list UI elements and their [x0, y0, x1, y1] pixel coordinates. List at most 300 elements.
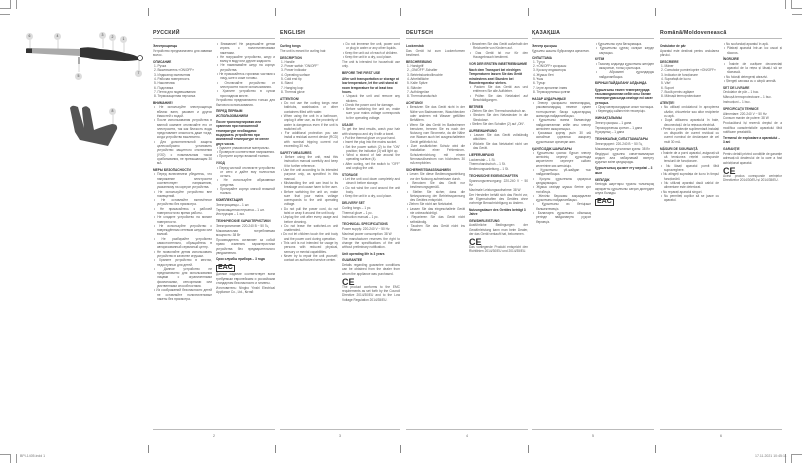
heading-rule	[153, 38, 275, 39]
list-item: • După utilizarea aparatului în baie, deconectați-l de la rețeaua electrică.	[661, 118, 719, 127]
footer-rule	[280, 429, 400, 430]
language-heading: ҚАЗАҚША	[532, 30, 561, 36]
section-heading: GEWÄHRLEISTUNG	[469, 218, 500, 223]
list-item: • Let the unit cool down completely and clean it before storage.	[343, 177, 400, 186]
section-heading: Электр қысқыш	[532, 44, 557, 48]
section-heading: ТЕХНИКАЛЫҚ СИПАТТАМАЛАРЫ	[595, 137, 649, 142]
list-item: • Не позволяйте детям использовать устройство в качестве игрушки.	[154, 249, 212, 258]
list-item: • Не прикасайтесь горячими частями к лицу, шее и коже головы.	[217, 72, 275, 81]
paragraph: Instrucțiuni – 1 buc.	[723, 100, 751, 105]
fold-mark	[148, 8, 149, 16]
list-item: • Ziehen Sie den Thermohandschuh an.	[470, 109, 527, 114]
paragraph: Details regarding guarantee conditions can be obtained from the dealer from whom the appliance was purchased.	[342, 263, 400, 276]
section-heading: УХОД	[216, 161, 225, 166]
section-heading: БІРІНШІ ПАЙДАЛАНУ АЛДЫНДА	[595, 81, 647, 86]
fold-mark	[655, 445, 656, 453]
list-item: 7. Buclă pentru agățare	[661, 89, 695, 94]
paragraph: Producătorul își rezervă dreptul de a modifica caracteristicile aparatului fără notificare prealabilă.	[723, 121, 782, 134]
list-item: 4. Рабочая поверхность	[154, 77, 190, 82]
list-item: • Внимание! Не разрешайте детям играть с полиэтиленовыми пакетами.	[217, 42, 275, 55]
paragraph: Mănușă termoprotectoare – 1 buc.	[723, 95, 772, 100]
paragraph: Thermal glove – 1 pc.	[342, 210, 373, 215]
list-item: 7. Aufhängeöse	[407, 89, 430, 94]
list-item: • Құрылғыны құрғақ салқын жерде сақтаңыз.	[596, 46, 654, 55]
list-item: • Wind a strand of hair around the operating surface (4).	[343, 153, 400, 162]
paragraph: Power supply: 220-240 V ~ 50 Hz	[342, 227, 390, 232]
paragraph: Thermohandschuh – 1 St.	[469, 162, 506, 167]
list-item: • Не разбирайте устройство самостоятельно, обращайтесь в авторизованный сервисный центр.	[154, 236, 212, 250]
list-item: • Stecken Sie den Netzstecker in die Steckdose.	[470, 113, 528, 122]
fold-mark	[275, 8, 276, 16]
list-item: • Удалите упаковочные материалы.	[217, 145, 270, 150]
list-item: • Nu lăsați aparatul pornit fără supraveghere.	[661, 163, 719, 173]
text-column	[406, 42, 465, 232]
manual-page-4	[406, 26, 528, 444]
paragraph: Нұсқаулық – 1 дана	[595, 130, 625, 135]
list-item: 8. Thermal glove	[281, 89, 305, 94]
eac-mark-logo: EAC	[597, 198, 612, 206]
list-item: • Не прикасайтесь к рабочей поверхности во время работы.	[154, 206, 212, 215]
section-heading: LIEFERUMFANG	[469, 152, 495, 157]
paragraph: The unit is meant for curling hair.	[280, 48, 327, 53]
list-item: • Не используйте абразивные средства.	[217, 178, 275, 187]
paragraph: Bedienungsanleitung – 1 St.	[469, 167, 509, 172]
list-item: • Перед чисткой отключите устройство от сети и дайте ему полностью остыть.	[217, 165, 275, 179]
section-heading: BETRIEB	[469, 104, 483, 109]
section-heading: ACHTUNG!	[406, 101, 423, 106]
section-heading: Unit operating life is 3 years	[342, 251, 385, 256]
section-heading: ЖИНАҚТАЛЫМЫ	[595, 115, 622, 120]
list-item: • This unit is not intended for usage by persons with reduced physical, sensory or mental capabilities.	[281, 241, 338, 254]
crop-mark	[792, 8, 802, 9]
list-item: • Keep the unit in a dry, cool place.	[343, 54, 392, 59]
text-column	[532, 42, 591, 224]
list-item: • Bewahren Sie das Gerät außerhalb der Reichweite von Kindern auf.	[470, 42, 528, 51]
ce-mark-logo: CE	[469, 237, 482, 248]
list-item: • Орау материалдарын алып тастаңыз.	[596, 104, 655, 109]
paragraph: Spannungsversorgung: 220-240 V ~ 50 Hz	[469, 178, 528, 188]
section-heading: Құрылғыны төмен температурада тасымалдағаннан кейін оны бөлме температурасында кемінде екі сағат ұстаңыз.	[595, 87, 653, 105]
list-item: • Insert the plug into the mains socket.	[343, 140, 397, 145]
list-item: 3. Индикатор включения	[154, 72, 191, 77]
paragraph: Ondulator de păr – 1 buc.	[723, 90, 760, 95]
manual-page-3	[280, 26, 400, 444]
section-heading: ҚАУІПСІЗДІК ШАРАЛАРЫ	[532, 146, 572, 151]
page-number: 3	[339, 434, 341, 438]
list-item: • Before switching the unit on, make sure your mains voltage corresponds to the operating voltage.	[343, 107, 400, 120]
list-item: 2. „ON/OFF“-Schalter	[407, 68, 438, 73]
crop-mark	[791, 454, 792, 463]
manual-page-6	[660, 26, 782, 444]
section-heading: GUARANTEE	[342, 258, 363, 263]
footer-rule	[532, 429, 654, 430]
list-item: • After curling, set the switch to "OFF" and unplug the unit.	[343, 161, 400, 171]
ce-mark-logo: CE	[723, 165, 736, 176]
list-item: 4. Arbeitsfläche	[407, 77, 429, 82]
footer-rule	[406, 429, 528, 430]
section-heading: ТЕХНИЧЕСКИЕ ХАРАКТЕРИСТИКИ	[216, 219, 271, 224]
heading-rule	[280, 38, 400, 39]
paragraph: Электрқорегі: 220-240 В ~ 50 Гц	[595, 141, 643, 146]
list-item: 6. Тұғыр	[533, 81, 546, 86]
footer-filename: BPI-1405.indd 1	[20, 454, 46, 458]
section-heading: SICHERHEITSMASSNAHMEN	[406, 168, 451, 173]
list-item: • Из соображений безопасности детей не оставляйте полиэтиленовые пакеты без присмотра.	[154, 288, 212, 301]
heading-rule	[532, 38, 654, 39]
paragraph: To get the best results, wash your hair with shampoo and dry it with a towel.	[342, 127, 400, 136]
fold-mark	[528, 445, 529, 453]
paragraph: Данное изделие соответствует всем требуемым европейским и российским стандартам безопасности и гигиены.	[216, 272, 275, 285]
list-item: • For additional protection you can install a residual current device (RCD) with nominal tripping current not exceeding 30 mA.	[281, 131, 338, 149]
list-item: 7. Hanging loop	[281, 85, 304, 90]
list-item: 1. Handle	[281, 59, 295, 64]
list-item: • Ștergeți carcasa cu o cârpă umedă.	[724, 78, 777, 83]
footer-date: 17.11.2021 10:45:11	[755, 454, 787, 458]
paragraph: Өндіруші құрылғы сипаттамаларын алдын ала хабарламай өзгерту құқығын өзіне қалдырады.	[595, 151, 654, 165]
section-heading: НАЗАР АУДАРЫҢЫЗ!	[532, 96, 567, 101]
paragraph: Der Hersteller behält sich das Recht vor, die Eigenschaften des Gerätes ohne vorherige Benachrichtigung zu ändern.	[469, 192, 528, 206]
list-item: • Lassen Sie das eingeschaltete Gerät nie unbeaufsichtigt.	[407, 206, 465, 215]
list-item: • Păstrați aparatul într-un loc uscat și răcoros.	[724, 46, 782, 55]
list-item: • Before using the unit, read this instruction manual carefully and keep it for further reference.	[281, 155, 338, 168]
list-item: • Nu folosiți detergenți abrazivi.	[724, 74, 768, 79]
section-heading: КҮТІМ	[595, 57, 605, 62]
list-item: • Қосымша қорғау үшін 30 мА аспайтын қорғаныс ажырату құрылғысын орнатқан жөн.	[533, 131, 591, 144]
list-item: • Отключайте устройство от электросети после использования.	[217, 80, 275, 89]
list-item: 4. Suprafață de lucru	[661, 77, 691, 82]
list-item: • When using the unit in a bathroom, unplug it after use, as the proximity of water is dangerous even if the unit is switched off.	[281, 113, 338, 131]
list-item: • Құрылғыны қоспас бұрын электр желісінің кернеуі құрылғыда көрсетілген кернеуге сәйкес келетініне көз жеткізіңіз.	[533, 150, 591, 168]
list-item: • Do not use the curling tongs near bathtubs, washbasins or other containers filled with water.	[281, 101, 338, 114]
paragraph: Consum maxim de putere: 38 W	[723, 116, 769, 121]
fold-mark	[148, 445, 149, 453]
list-item: • После использования устройства в ванной комнате отключайте его от электросети, так как близость воды представляет опасность даже тогда, когда устройство выключено.	[154, 118, 212, 140]
section-heading: ПЕРЕД ПЕРВЫМ ИСПОЛЬЗОВАНИЕМ	[216, 109, 248, 118]
list-item: • Nu atingeți suprafața de lucru în timpul funcționării.	[661, 172, 719, 181]
list-item: • Keep the unit in a dry, cool place.	[343, 194, 392, 199]
list-item: • Stellen Sie den Schalter (2) auf „ON“.	[470, 122, 525, 127]
paragraph: Instruction manual – 1 pc.	[342, 215, 379, 220]
paragraph: Максималды тұтынатын қуаты: 38 Вт	[595, 146, 650, 151]
paragraph: Acest produs corespunde cerințelor Directivelor 2014/30/EU și 2014/35/EU.	[723, 173, 782, 183]
crop-mark	[10, 0, 11, 9]
list-item: 7. Петля для подвешивания	[154, 89, 196, 94]
list-item: 3. Power indicator	[281, 68, 307, 73]
paragraph: Кепілдік шарттары туралы толығырақ ақпаратты құрылғыны сатқан дилерден алуға болады.	[595, 182, 654, 195]
crop-mark	[16, 0, 17, 9]
section-heading: КОМПЛЕКТАЦИЯ	[216, 198, 243, 203]
paragraph: Maximale Leistungsaufnahme: 38 W	[469, 187, 521, 192]
paragraph: The product conforms to the EMC requirements as set forth by the Council Directive 2014/30/EU and to the Low Voltage Regulation 2014/35/EU.	[342, 284, 400, 302]
list-item: • Ziehen Sie nicht am Netzkabel.	[407, 202, 454, 207]
section-heading: Срок службы прибора – 3 года	[216, 257, 265, 262]
crop-mark	[0, 8, 10, 9]
section-heading: ОПИСАНИЕ	[153, 59, 172, 64]
text-column	[723, 42, 782, 182]
list-item: • Не наматывайте шнур на корпус устройства.	[217, 63, 275, 72]
callout-7: 7	[135, 70, 142, 77]
language-heading: РУССКИЙ	[153, 30, 180, 36]
list-item: • Храните устройство в местах, недоступных для детей.	[154, 258, 212, 267]
list-item: • Құрылғыны өз бетіңізше бөлшектемеңіз.	[533, 202, 591, 211]
list-item: • Keep the unit out of reach of children.	[343, 50, 398, 55]
section-heading: STORAGE	[342, 172, 358, 177]
page-number: 5	[592, 434, 594, 438]
text-column	[342, 42, 400, 302]
list-item: • Wickeln Sie das Netzkabel nicht um das Gerät.	[470, 141, 528, 151]
list-item: • Do not immerse the unit, power cord or plug in water or any other liquids.	[343, 42, 400, 51]
list-item: • Протирайте корпус мягкой влажной тканью.	[217, 187, 275, 196]
list-item: • Wenn Sie das Gerät im Badezimmer benutzen, trennen Sie es nach der Nutzung vom Stromnetz, da die Nähe von Wasser auch bei ausgeschaltetem Gerät gefährlich ist.	[407, 122, 465, 144]
section-heading: Құрылғының қызмет ету мерзімі – 3 жыл	[595, 166, 653, 175]
fold-mark	[400, 8, 401, 16]
language-heading: Română/Moldovenească	[660, 30, 727, 36]
section-heading: SAFETY MEASURES	[280, 150, 312, 155]
list-item: • Nu scufundați aparatul în apă.	[724, 42, 769, 46]
crop-mark	[10, 454, 11, 463]
section-heading: Nutzungsdauer des Gerätes beträgt 3 Jahre	[469, 207, 526, 216]
list-item: • Nu reparați aparatul singuri.	[661, 189, 703, 194]
crop-mark	[791, 0, 792, 9]
list-item: 4. Operating surface	[281, 72, 310, 77]
fold-mark	[400, 445, 401, 453]
section-heading: DELIVERY SET	[342, 201, 365, 206]
section-heading: ATTENTION!	[280, 96, 300, 101]
list-item: 1. Handgriff	[407, 64, 424, 69]
list-item: • Check the power cord for damage.	[343, 102, 394, 107]
list-item: 6. Ständer	[407, 85, 422, 90]
paragraph: Инструкция – 1 экз.	[216, 212, 245, 217]
list-item: • Балаларға құрылғыны ойыншық ретінде пайдалануға рұқсат бермеңіз.	[533, 210, 591, 224]
section-heading: ВНИМАНИЕ!	[153, 101, 173, 106]
list-item: • Желілік баусымы зақымдалған құрылғыны пайдаланбаңыз.	[533, 193, 591, 203]
text-column	[153, 42, 212, 301]
section-heading: GARANȚIE	[723, 147, 740, 152]
heading-rule	[660, 38, 782, 39]
list-item: 8. Mănușă termoprotectoare	[661, 94, 702, 99]
paragraph: Das Gerät ist zum Lockenformen bestimmt.	[406, 48, 465, 58]
callout-8: 8	[109, 108, 116, 115]
section-heading: После транспортировки или хранения при пониженной температуре необходимо выдержать устройство при комнатной температуре не менее двух часов.	[216, 120, 270, 146]
list-item: 6. Подставка	[154, 85, 174, 90]
list-item: • Lesen Sie diese Bedienungsanleitung vor der Nutzung aufmerksam durch.	[407, 172, 465, 181]
section-heading: Nach dem Transport bei niedrigen Temperaturen lassen Sie das Gerät mindestens zwei Stunden bei Raumtemperatur stehen.	[469, 67, 523, 85]
list-item: 5. Kalte Spitze	[407, 81, 428, 86]
list-item: • Înainte de curățare deconectați aparatul de la rețea și lăsați-l să se răcească.	[724, 61, 782, 75]
list-item: • Zum zusätzlichen Schutz wird die Installation einer Fehlerstrom-Schutzeinrichtung mit einem Nennauslösestrom von höchstens 30 mA empfohlen.	[407, 144, 465, 166]
footer-rule	[153, 429, 275, 430]
crop-mark	[785, 0, 786, 9]
list-item: • Before switching the unit on, make sure that your mains voltage corresponds to the unit operating voltage.	[281, 189, 338, 207]
crop-mark	[0, 14, 10, 15]
list-item: • Электр қысқышты ванналардың, раковиналардың немесе сумен толтырылған басқа ыдыстардың жанында пайдаланбаңыз.	[533, 101, 591, 118]
list-item: 3. Betriebskontrollleuchte	[407, 72, 443, 77]
list-item: • Протрите корпус влажной тканью.	[217, 154, 270, 159]
page-number: 4	[466, 434, 468, 438]
manual-page-2	[153, 26, 275, 444]
list-item: • Не используйте устройство вне помещений.	[154, 189, 212, 198]
list-item: • Не используйте устройство с повреждённым сетевым шнуром или вилкой.	[154, 223, 212, 237]
paragraph: Устройство предназначено только для бытового использования.	[216, 98, 275, 107]
fold-mark	[655, 8, 656, 16]
paragraph: Устройство предназначено для завивки волос.	[153, 48, 212, 58]
ce-mark-logo: CE	[342, 277, 355, 288]
paragraph: Құрылғы шашты бұйралауға арналған.	[532, 48, 590, 53]
language-heading: DEUTSCH	[406, 30, 434, 36]
section-heading: КЕПІЛДІК	[595, 177, 610, 182]
list-item: • Не кладите устройство на мягкие поверхности.	[154, 215, 212, 224]
list-item: • Құрылғыны ванна бөлмесінде пайдаланғаннан кейін оны электр желісінен ажыратыңыз.	[533, 118, 591, 131]
list-item: • Never try to repair the unit yourself; contact an authorized service center.	[281, 253, 338, 263]
list-item: • Pentru o protecție suplimentară instalați un dispozitiv de curent rezidual cu curent nominal de declanșare de cel mult 30 mA.	[661, 126, 719, 144]
manual-page-5	[532, 26, 654, 444]
list-item: 1. Тұтқа	[533, 59, 545, 64]
language-heading: ENGLISH	[280, 30, 306, 36]
list-item: • Храните устройство в сухом прохладном месте.	[217, 89, 275, 98]
list-item: • Do not wind the cord around the unit body.	[343, 185, 400, 194]
callout-4: 4	[54, 33, 61, 40]
list-item: 8. Thermohandschuh	[407, 94, 438, 99]
list-item: • Unpack the unit and remove any stickers.	[343, 94, 400, 103]
paragraph: Maximal power consumption: 38 W	[342, 231, 392, 236]
list-item: • Кернеудің сәйкестігін тексеріңіз.	[596, 109, 646, 114]
list-item: 4. Жұмыс беті	[533, 72, 554, 77]
list-item: • Қосулы құрылғыны қараусыз қалдырмаңыз.	[533, 176, 591, 185]
fold-mark	[275, 445, 276, 453]
paragraph: Максимальная потребляемая мощность: 38 Вт	[216, 228, 275, 238]
list-item: • Не используйте электрощипцы вблизи ванн, раковин и других ёмкостей с водой.	[154, 105, 212, 118]
list-item: 2. Выключатель «ON/OFF»	[154, 68, 195, 73]
paragraph: Pentru detalii privind condițiile de garanție adresați-vă dealerului de la care a fost achiziționat aparatul.	[723, 152, 783, 165]
section-heading: СИПАТТАМА	[532, 55, 552, 60]
crop-mark	[0, 454, 10, 455]
paragraph: Термозащитная перчатка – 1 шт.	[216, 207, 265, 212]
list-item: 1. Ручка	[154, 64, 167, 69]
list-item: • Stellen Sie sicher, dass die Netzspannung der Betriebsspannung des Gerätes entspricht.	[407, 189, 465, 203]
section-heading: MĂSURI DE SIGURANȚĂ	[660, 146, 698, 151]
list-item: • Перед включением убедитесь, что напряжение электросети соответствует напряжению, указанному на корпусе устройства.	[154, 172, 212, 190]
list-item: 7. Ілуге арналған ілмек	[533, 85, 568, 90]
list-item: • Не оставляйте включённое устройство без присмотра.	[154, 198, 212, 207]
list-item: • Жұмыс кезінде жұмыс бетіне қол тигізбеңіз.	[533, 185, 591, 194]
section-heading: ATENȚIE!	[660, 101, 675, 106]
list-item: 2. «ON/OFF» қосқышы	[533, 64, 567, 69]
list-item: 1. Mâner	[661, 64, 674, 69]
section-heading: ÎNGRIJIRE	[723, 57, 739, 62]
curling-tongs-illustration	[0, 20, 150, 180]
section-heading: TECHNISCHE EIGENSCHAFTEN	[469, 174, 518, 179]
section-heading: USAGE	[342, 122, 354, 127]
list-item: • Benutzen Sie das Gerät nicht in der Nähe von Badewannen, Waschbecken oder anderen mit Wasser gefüllten Behältern.	[407, 105, 465, 123]
section-heading: DESCRIERE	[660, 59, 679, 64]
section-heading: VOR DER ERSTEN INBETRIEBNAHME	[469, 61, 528, 66]
list-item: • Данное устройство не предназначено для использования лицами с ограниченными физическими, сенсорными или умственными способностями.	[154, 266, 212, 289]
list-item: 8. Термозащитная перчатка	[154, 94, 196, 99]
page-number: 6	[720, 434, 722, 438]
section-heading: Ondulator de păr	[660, 44, 686, 48]
paragraph: Термоқорғағыш қолғап – 1 дана	[595, 125, 643, 130]
list-item: 5. Наконечник	[154, 81, 175, 86]
section-heading: TECHNICAL SPECIFICATIONS	[342, 222, 388, 227]
paragraph: Lockenstab – 1 St.	[469, 157, 496, 162]
text-column	[595, 42, 654, 206]
paragraph: Ausführliche Bedingungen der Gewährleistung kann man beim Dealer, der das Gerät verkauft hat, bekommen.	[469, 223, 528, 237]
list-item: • Reparieren Sie das Gerät nicht selbständig.	[407, 215, 465, 224]
section-heading: DESCRIPTION	[280, 55, 302, 60]
list-item: • Тазалау алдында құрылғыны желіден ажыратып, толық суытыңыз.	[596, 61, 654, 70]
section-heading: SET DE LIVRARE	[723, 85, 750, 90]
list-item: • Das Gerät ist nur für den Hausgebrauch bestimmt.	[470, 50, 528, 59]
list-item: 6. Stand	[281, 81, 293, 86]
list-item: 3. Қосылу индикаторы	[533, 68, 567, 73]
section-heading: After unit transportation or storage at low temperature, let the unit stand at room temperature for at least two hours.	[342, 77, 399, 94]
section-heading: Lockenstab	[406, 44, 424, 48]
list-item: 3. Indicator de funcționare	[661, 72, 698, 77]
list-item: • Unplug the unit after every usage and before cleaning.	[281, 215, 338, 224]
list-item: • Для дополнительной защиты целесообразно установить устройство защитного отключения (УЗО) с номинальным током срабатывания, не превышающим 30 мА.	[154, 139, 212, 166]
eac-mark-logo: EAC	[218, 264, 233, 272]
text-column	[280, 42, 338, 263]
crop-mark	[16, 454, 17, 463]
list-item: • Do not let children touch the unit body and the power cord during operation.	[281, 232, 338, 241]
paragraph: Das vorliegende Produkt entspricht den Richtlinien 2014/30/EU und 2014/35/EU.	[469, 245, 528, 254]
list-item: • Nu utilizați aparatul dacă cablul de alimentare este deteriorat.	[661, 180, 719, 190]
list-item: • Абразивті құралдарды пайдаланбаңыз.	[596, 70, 654, 79]
crop-mark	[792, 454, 802, 455]
section-heading: МЕРЫ БЕЗОПАСНОСТИ	[153, 168, 191, 173]
section-heading: SPECIFICAȚII TEHNICE	[723, 106, 759, 111]
list-item: • Nu utilizați ondulatorul în apropierea căzilor, chiuvetelor sau altor recipiente cu apă.	[661, 105, 719, 118]
list-item: 5. Ұшы	[533, 77, 544, 82]
list-item: • Packen Sie das Gerät aus und entfernen Sie alle Aufkleber.	[470, 85, 528, 94]
list-item: • Use the unit according to its intended purpose only, as specified in this manual.	[281, 168, 338, 181]
list-item: 2. Power switch "ON/OFF"	[281, 64, 319, 69]
paragraph: Производитель оставляет за собой право изменять характеристики устройства без предварительного уведомления.	[216, 237, 275, 255]
list-item: • Құрылғыны суға батырмаңыз.	[596, 42, 643, 46]
section-heading: Curling tongs	[280, 44, 301, 48]
paragraph: Электрощипцы – 1 шт.	[216, 202, 250, 207]
paragraph: Aparatul este destinat pentru ondularea părului.	[660, 48, 719, 58]
list-item: • Do not leave the switched-on unit unattended.	[281, 223, 338, 233]
page-number: 2	[213, 434, 215, 438]
list-item: • Put the thermal glove on your hand.	[343, 135, 396, 140]
paragraph: Alimentare: 220-240 V ~ 50 Hz	[723, 111, 767, 116]
list-item: • Tauchen Sie das Gerät nicht ins Wasser.	[407, 223, 465, 233]
list-item: • Nu permiteți copiilor să se joace cu aparatul.	[661, 193, 719, 203]
section-heading: Электрощипцы	[153, 44, 178, 48]
text-column	[216, 42, 275, 294]
list-item: 2. Comutator pornire/oprire «ON/OFF»	[661, 68, 716, 73]
footer-rule	[660, 429, 782, 430]
section-heading: AUFBEWAHRUNG	[469, 128, 497, 133]
list-item: • Benutzen Sie das Gerät nur bestimmungsgemäß.	[407, 180, 465, 190]
list-item: • Проверьте соответствие напряжения.	[217, 150, 275, 155]
paragraph: Изготовитель: Ningbo Yinshi Electrical Appliance Co., Ltd., Китай	[216, 285, 275, 294]
section-heading: BESCHREIBUNG	[406, 59, 432, 64]
list-item: 5. Vârf	[661, 81, 671, 86]
list-item: • Құрылғыны үй-жайдан тыс пайдаланбаңыз.	[533, 168, 591, 177]
text-column	[469, 42, 528, 254]
text-column	[660, 42, 719, 202]
paragraph: Электр қысқыш – 1 дана	[595, 120, 632, 125]
section-heading: BEFORE THE FIRST USE	[342, 70, 381, 75]
callout-5: 5	[75, 73, 82, 80]
list-item: • Set the power switch (2) to the "ON" position; the indicator (3) will light up.	[343, 144, 400, 153]
list-item: 8. Термоқорғағыш қолғап	[533, 89, 571, 94]
list-item: • Mishandling the unit can lead to its breakage and cause harm to the user.	[281, 180, 338, 190]
list-item: • Do not pull the power cord, do not twist or wrap it around the unit body.	[281, 206, 338, 215]
list-item: • Lassen Sie das Gerät vollständig abkühlen.	[470, 133, 528, 142]
